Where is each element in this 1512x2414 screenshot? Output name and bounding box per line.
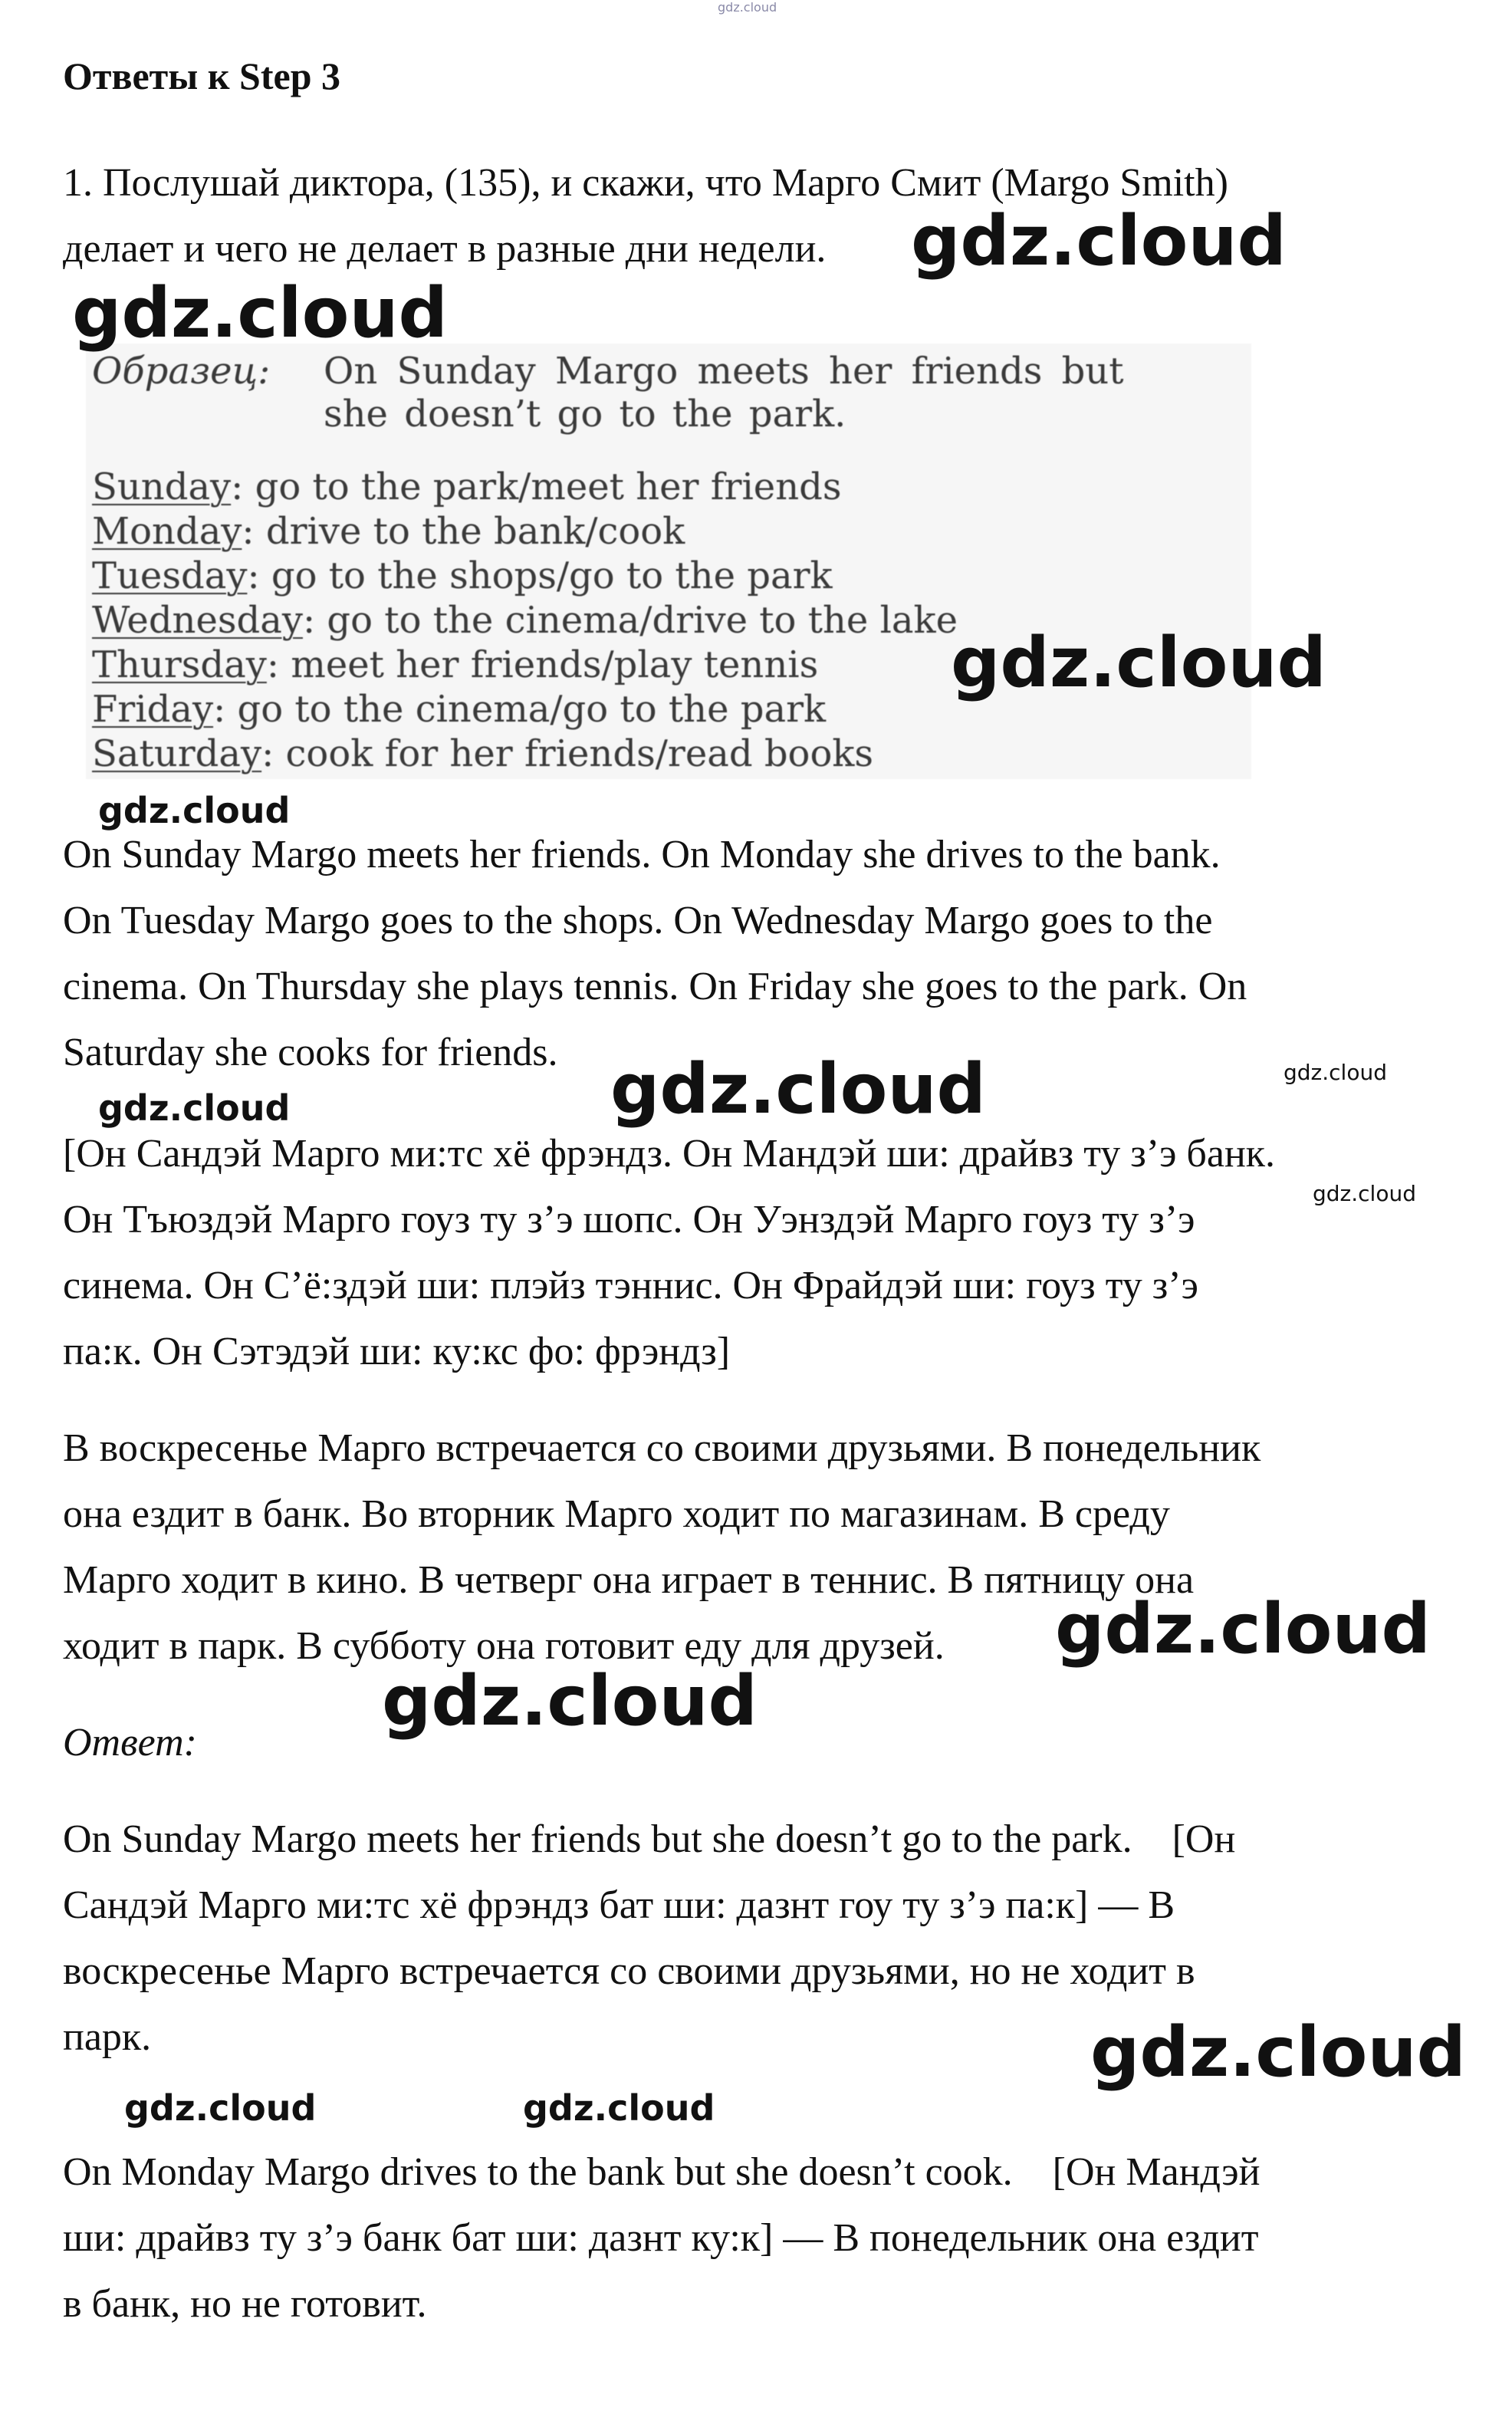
answer-1-line: парк. (63, 2015, 152, 2059)
watermark: gdz.cloud (72, 273, 448, 354)
russian-line: Марго ходит в кино. В четверг она играет в теннис. В пятницу она (63, 1558, 1195, 1602)
watermark: gdz.cloud (1313, 1181, 1416, 1206)
watermark: gdz.cloud (98, 790, 291, 831)
watermark: gdz.cloud (1090, 2012, 1466, 2093)
answer-1-line: воскресенье Марго встречается со своими друзьями, но не ходит в (63, 1949, 1195, 1993)
russian-line: она ездит в банк. Во вторник Марго ходит по магазинам. В среду (63, 1492, 1170, 1536)
english-line: On Tuesday Margo goes to the shops. On Wednesday Margo goes to the (63, 899, 1213, 942)
transcription-line: [Он Сандэй Марго ми:тс хё фрэндз. Он Мандэй ши: драйвз ту з’э банк. (63, 1132, 1276, 1176)
transcription-line: Он Тъюздэй Марго гоуз ту з’э шопс. Он Уэнздэй Марго гоуз ту з’э (63, 1198, 1195, 1242)
watermark: gdz.cloud (911, 201, 1287, 281)
schedule-activities: : meet her friends/play tennis (266, 643, 819, 686)
top-watermark: gdz.cloud (718, 0, 777, 15)
transcription-line: па:к. Он Сэтэдэй ши: ку:кс фо: фрэндз] (63, 1330, 731, 1373)
watermark: gdz.cloud (1055, 1589, 1431, 1669)
answer-label: Ответ: (63, 1721, 197, 1764)
schedule-list (92, 465, 958, 776)
watermark: gdz.cloud (124, 2087, 317, 2129)
english-line: On Sunday Margo meets her friends. On Monday she drives to the bank. (63, 833, 1221, 876)
russian-line: В воскресенье Марго встречается со своими друзьями. В понедельник (63, 1426, 1261, 1470)
page-title: Ответы к Step 3 (63, 54, 341, 97)
schedule-day: Wednesday (92, 599, 303, 642)
schedule-day: Tuesday (92, 554, 248, 597)
answer-2-line: ши: драйвз ту з’э банк бат ши: дазнт ку:к] — В понедельник она ездит (63, 2216, 1259, 2260)
schedule-activities: : go to the cinema/go to the park (213, 688, 827, 731)
english-line: Saturday she cooks for friends. (63, 1031, 558, 1074)
watermark: gdz.cloud (523, 2087, 715, 2129)
watermark: gdz.cloud (98, 1087, 291, 1129)
schedule-row (92, 598, 958, 643)
schedule-row (92, 687, 958, 732)
schedule-activities: : go to the shops/go to the park (247, 554, 833, 597)
schedule-day: Friday (92, 688, 214, 731)
schedule-day: Sunday (92, 465, 232, 508)
watermark: gdz.cloud (951, 623, 1326, 703)
example-line-2: she doesn’t go to the park. (324, 393, 846, 436)
transcription-line: синема. Он С’ё:здэй ши: плэйз тэннис. Он Фрайдэй ши: гоуз ту з’э (63, 1264, 1198, 1307)
task-line-2: делает и чего не делает в разные дни недели. (63, 227, 827, 271)
schedule-row (92, 509, 958, 554)
schedule-row (92, 554, 958, 598)
schedule-activities: : cook for her friends/read books (261, 732, 874, 775)
schedule-activities: : go to the park/meet her friends (231, 465, 842, 508)
answer-2-line: в банк, но не готовит. (63, 2282, 427, 2326)
watermark: gdz.cloud (1284, 1060, 1387, 1085)
watermark: gdz.cloud (382, 1661, 758, 1741)
schedule-row (92, 465, 958, 509)
answer-2-line: On Monday Margo drives to the bank but she doesn’t cook. [Он Мандэй (63, 2150, 1261, 2194)
example-line-1: On Sunday Margo meets her friends but (324, 350, 1124, 393)
example-label: Образец: (92, 350, 271, 393)
schedule-activities: : drive to the bank/cook (242, 510, 685, 553)
schedule-row (92, 732, 958, 776)
schedule-row (92, 643, 958, 687)
schedule-activities: : go to the cinema/drive to the lake (302, 599, 958, 642)
schedule-day: Saturday (92, 732, 262, 775)
english-line: cinema. On Thursday she plays tennis. On Friday she goes to the park. On (63, 965, 1247, 1008)
schedule-day: Monday (92, 510, 242, 553)
answer-1-line: On Sunday Margo meets her friends but she doesn’t go to the park. [Он (63, 1817, 1236, 1861)
answer-1-line: Сандэй Марго ми:тс хё фрэндз бат ши: дазнт гоу ту з’э па:к] — В (63, 1883, 1175, 1927)
schedule-day: Thursday (92, 643, 267, 686)
russian-line: ходит в парк. В субботу она готовит еду для друзей. (63, 1624, 945, 1668)
task-line-1: 1. Послушай диктора, (135), и скажи, что Марго Смит (Margo Smith) (63, 161, 1228, 205)
scanned-exercise-image (86, 344, 1251, 779)
watermark: gdz.cloud (610, 1049, 986, 1130)
